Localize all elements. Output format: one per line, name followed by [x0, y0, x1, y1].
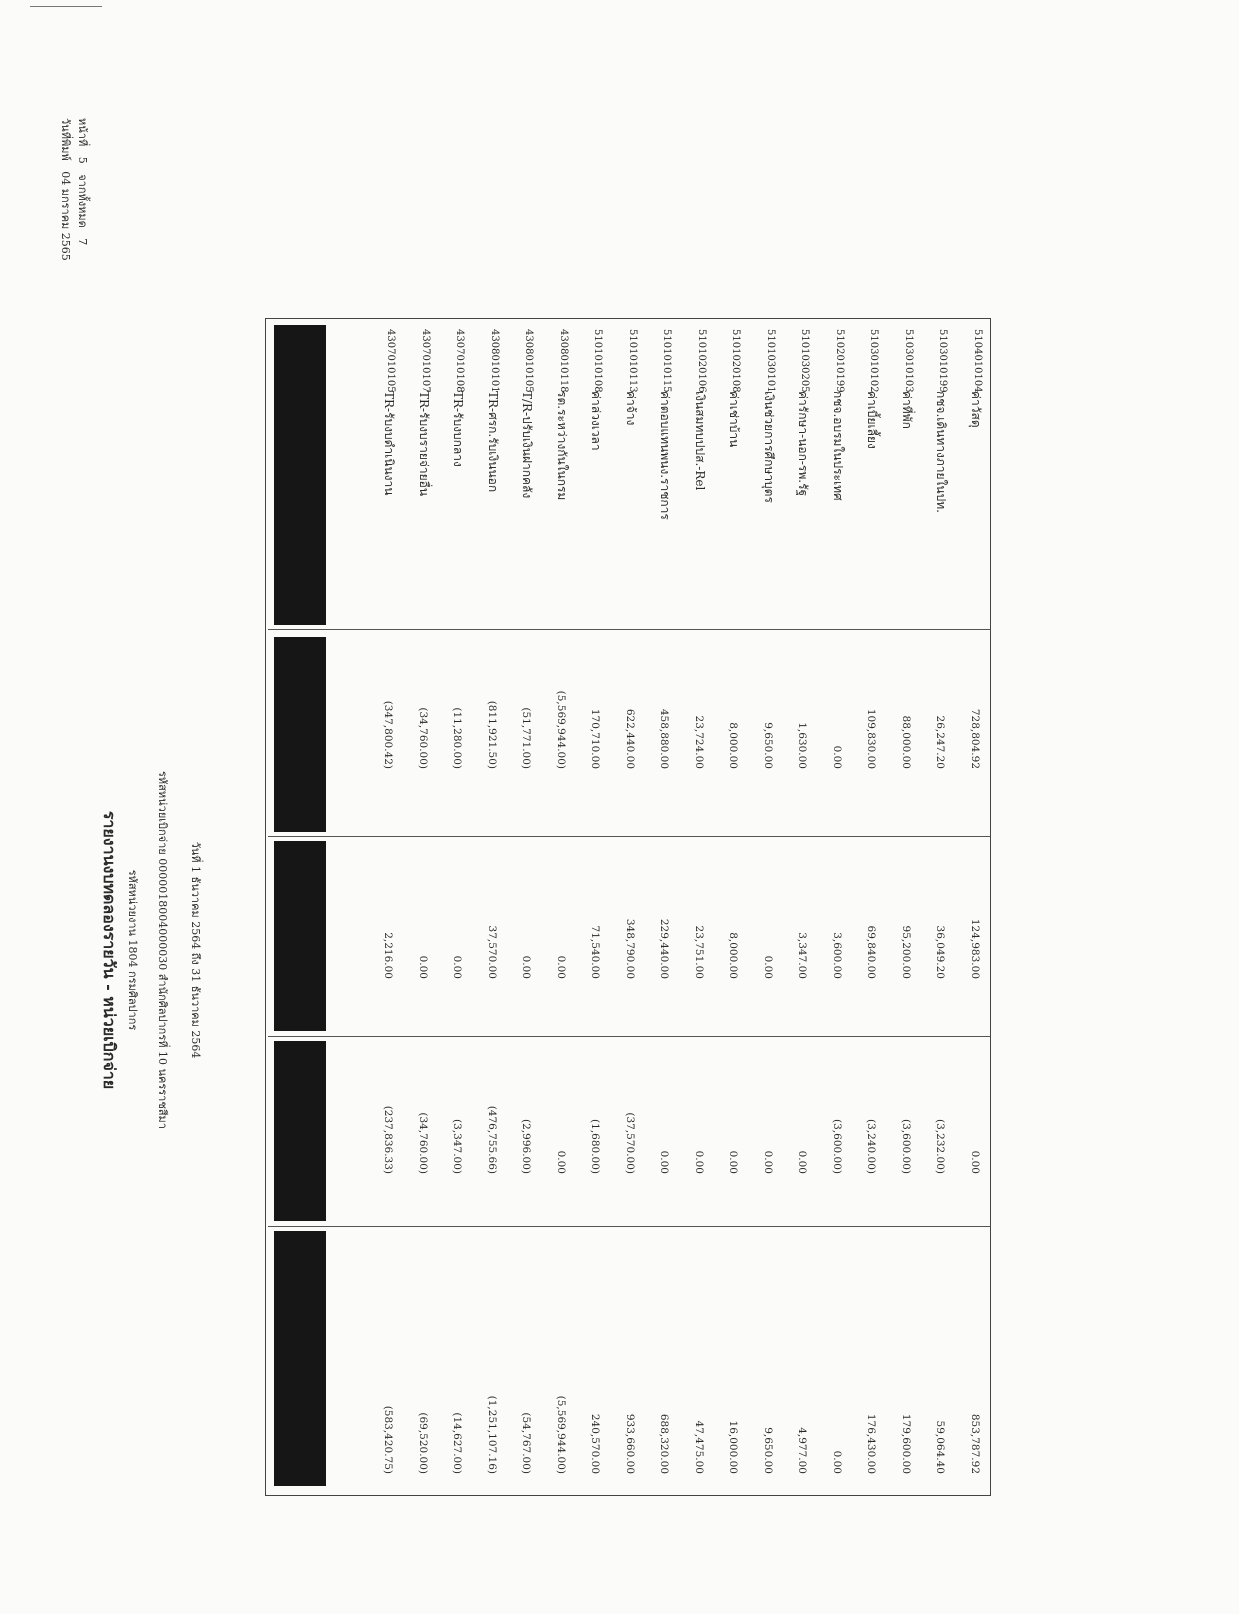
amount-c1: 26,247.20: [934, 715, 947, 769]
table-row: [545, 319, 579, 1491]
amount-c4: 688,320.00: [658, 1413, 671, 1474]
table-row: [649, 319, 683, 1491]
amount-c1: (811,921.50): [486, 700, 498, 769]
amount-c2: 8,000.00: [727, 932, 740, 979]
report-period: วันที่ 1 ธันวาคม 2564 ถึง 31 ธันวาคม 2564: [189, 841, 202, 1059]
amount-c3: (1,680.00): [589, 1119, 602, 1174]
amount-c1: 8,000.00: [727, 722, 740, 769]
amount-c3: 0.00: [969, 1150, 981, 1174]
amount-c4: (1,251,107.16): [486, 1395, 498, 1474]
amount-c1: 88,000.00: [900, 715, 912, 769]
amount-c4: (5,569,944.00): [555, 1395, 567, 1474]
amount-c2: 0.00: [520, 955, 533, 979]
table-row: [890, 319, 924, 1491]
amount-c1: 458,880.00: [658, 708, 671, 769]
account-name: ค่าเบี้ยเลี้ยง: [865, 391, 880, 449]
report-title: รายงานงบทดลองรายวัน - หน่วยเบิกจ่าย: [100, 810, 119, 1090]
account-name: TR-รับงบรายจ่ายอื่น: [417, 391, 431, 497]
table-row: [511, 319, 545, 1491]
amount-c1: (11,280.00): [451, 707, 464, 769]
amount-c4: (14,627.00): [451, 1412, 464, 1474]
amount-c4: 176,430.00: [865, 1413, 878, 1474]
print-date: 04 มกราคม 2565: [59, 171, 72, 261]
amount-c3: 0.00: [555, 1150, 567, 1174]
page-info: [57, 118, 91, 261]
amount-c2: 124,983.00: [969, 918, 981, 979]
account-code: 4308010105: [523, 329, 535, 393]
amount-c4: 933,660.00: [624, 1413, 636, 1474]
amount-c3: 0.00: [762, 1150, 774, 1174]
table-row: [856, 319, 890, 1491]
account-name: TR-รับงบดำเนินงาน: [382, 391, 397, 496]
account-name: ค่าตอบแทนพนง.ราชการ: [658, 391, 673, 520]
amount-c3: (3,600.00): [831, 1119, 843, 1174]
trial-balance-table: [265, 318, 991, 1496]
amount-c3: (3,240.00): [865, 1119, 878, 1174]
table-row: [442, 319, 476, 1491]
redacted-header-col3: [274, 1041, 326, 1221]
redacted-header-col4: [274, 1231, 326, 1486]
amount-c3: (2,996.00): [520, 1119, 533, 1174]
amount-c2: 71,540.00: [589, 925, 602, 979]
amount-c4: (69,520.00): [417, 1412, 429, 1474]
amount-c4: 16,000.00: [727, 1420, 740, 1474]
disbursement-unit-line: รหัสหน่วยเบิกจ่าย 0000018004000030 สำนักศิลปากรที่ 10 นครราชสีมา: [156, 771, 169, 1129]
amount-c3: (476,755.66): [486, 1105, 498, 1174]
of-label: จากทั้งหมด: [76, 174, 89, 228]
amount-c2: 348,790.00: [624, 918, 636, 979]
redacted-header-account: [274, 325, 326, 625]
amount-c3: (237,836.33): [382, 1105, 395, 1174]
account-name: ค่าจ้าง: [624, 391, 638, 426]
amount-c3: 0.00: [727, 1150, 740, 1174]
amount-c2: 36,049.20: [934, 925, 947, 979]
account-code: 5101030205: [799, 329, 811, 393]
table-row: [683, 319, 717, 1491]
account-code: 5101010108: [592, 329, 604, 393]
table-row: [959, 319, 993, 1491]
amount-c3: (3,600.00): [900, 1119, 912, 1174]
table-row: [580, 319, 614, 1491]
amount-c4: 0.00: [831, 1450, 843, 1474]
page-label: หน้าที่: [76, 118, 89, 147]
amount-c3: (3,347.00): [451, 1119, 464, 1174]
account-code: 5103010199: [937, 329, 949, 393]
amount-c2: 23,751.00: [693, 925, 705, 979]
account-name: TR-ศรก.รับเงินนอก: [486, 391, 500, 493]
account-code: 5101030101: [765, 329, 776, 393]
table-row: [821, 319, 855, 1491]
table-row: [476, 319, 510, 1491]
account-code: 4308010101: [489, 329, 500, 393]
amount-c1: (347,800.42): [382, 700, 395, 769]
amount-c3: 0.00: [658, 1150, 671, 1174]
account-code: 5103010103: [903, 329, 914, 393]
amount-c1: 622,440.00: [624, 708, 636, 769]
amount-c4: 853,787.92: [969, 1413, 981, 1474]
account-code: 5101020108: [730, 329, 742, 393]
account-name: ค่ารักษา-นอก-รพ.รัฐ: [796, 391, 811, 497]
amount-c2: 37,570.00: [486, 925, 498, 979]
redacted-header-col2: [274, 841, 326, 1031]
amount-c1: 170,710.00: [589, 708, 602, 769]
account-code: 5101010115: [661, 329, 673, 393]
amount-c1: 109,830.00: [865, 708, 878, 769]
total-pages: 7: [76, 238, 89, 246]
amount-c2: 2,216.00: [382, 932, 395, 979]
amount-c4: 4,977.00: [796, 1427, 809, 1474]
account-name: เงินช่วยการศึกษาบุตร: [762, 391, 776, 503]
account-name: ค่าเช่าบ้าน: [727, 391, 742, 448]
amount-c2: 3,600.00: [831, 932, 843, 979]
amount-c2: 69,840.00: [865, 925, 878, 979]
amount-c3: (37,570.00): [624, 1112, 636, 1174]
amount-c1: 728,804.92: [969, 708, 981, 769]
redacted-header-col1: [274, 637, 326, 832]
table-row: [373, 319, 407, 1491]
amount-c1: 9,650.00: [762, 722, 774, 769]
account-name: TR-รับงบกลาง: [451, 391, 466, 467]
amount-c4: (583,420.75): [382, 1405, 395, 1474]
account-name: T/R-ปรับเงินฝากคลัง: [520, 391, 535, 499]
table-row: [407, 319, 441, 1491]
amount-c3: 0.00: [693, 1150, 705, 1174]
table-row: [925, 319, 959, 1491]
table-header: [268, 319, 332, 1491]
print-date-label: วันที่พิมพ์: [59, 118, 72, 161]
account-name: กชจ.อบรมในประเทศ: [831, 391, 845, 501]
amount-c2: 0.00: [555, 955, 567, 979]
account-code: 5102010199: [834, 329, 845, 393]
account-code: 5103010102: [868, 329, 880, 393]
account-name: ค่าล่วงเวลา: [589, 391, 604, 451]
account-code: 4307010108: [454, 329, 466, 393]
print-date-line: [57, 118, 74, 261]
amount-c1: 1,630.00: [796, 722, 809, 769]
account-code: 5101020106: [696, 329, 707, 393]
department-line: รหัสหน่วยงาน 1804 กรมศิลปากร: [126, 869, 139, 1031]
account-code: 4307010105: [385, 329, 397, 393]
account-name: กชจ.เดินทางภายในปท.: [934, 391, 949, 513]
table-row: [614, 319, 648, 1491]
account-name: เงินสมทบปปส.-Rel: [693, 391, 707, 491]
amount-c4: 59,064.40: [934, 1420, 947, 1474]
account-name: รต.ระหว่างกันในกรม: [555, 391, 569, 501]
amount-c1: (34,760.00): [417, 707, 429, 769]
account-name: ค่าที่พัก: [900, 391, 914, 429]
table-row: [718, 319, 752, 1491]
amount-c4: 47,475.00: [693, 1420, 705, 1474]
amount-c1: 0.00: [831, 745, 843, 769]
table-row: [752, 319, 786, 1491]
amount-c3: 0.00: [796, 1150, 809, 1174]
account-name: ค่าวัสดุ: [969, 391, 983, 428]
amount-c2: 95,200.00: [900, 925, 912, 979]
account-code: 5101010113: [627, 329, 638, 393]
amount-c3: (34,760.00): [417, 1112, 429, 1174]
amount-c1: (51,771.00): [520, 707, 533, 769]
amount-c1: 23,724.00: [693, 715, 705, 769]
page-number: 5: [76, 156, 89, 164]
page-number-line: [74, 118, 91, 261]
account-code: 4307010107: [420, 329, 431, 393]
amount-c2: 0.00: [762, 955, 774, 979]
amount-c4: 240,570.00: [589, 1413, 602, 1474]
table-row: [787, 319, 821, 1491]
account-code: 5104010104: [972, 329, 983, 393]
amount-c4: 9,650.00: [762, 1427, 774, 1474]
account-code: 4308010118: [558, 329, 569, 393]
amount-c2: 0.00: [451, 955, 464, 979]
amount-c4: (54,767.00): [520, 1412, 533, 1474]
amount-c2: 3,347.00: [796, 932, 809, 979]
amount-c1: (5,569,944.00): [555, 690, 567, 769]
amount-c4: 179,600.00: [900, 1413, 912, 1474]
amount-c2: 229,440.00: [658, 918, 671, 979]
amount-c3: (3,232.00): [934, 1119, 947, 1174]
amount-c2: 0.00: [417, 955, 429, 979]
